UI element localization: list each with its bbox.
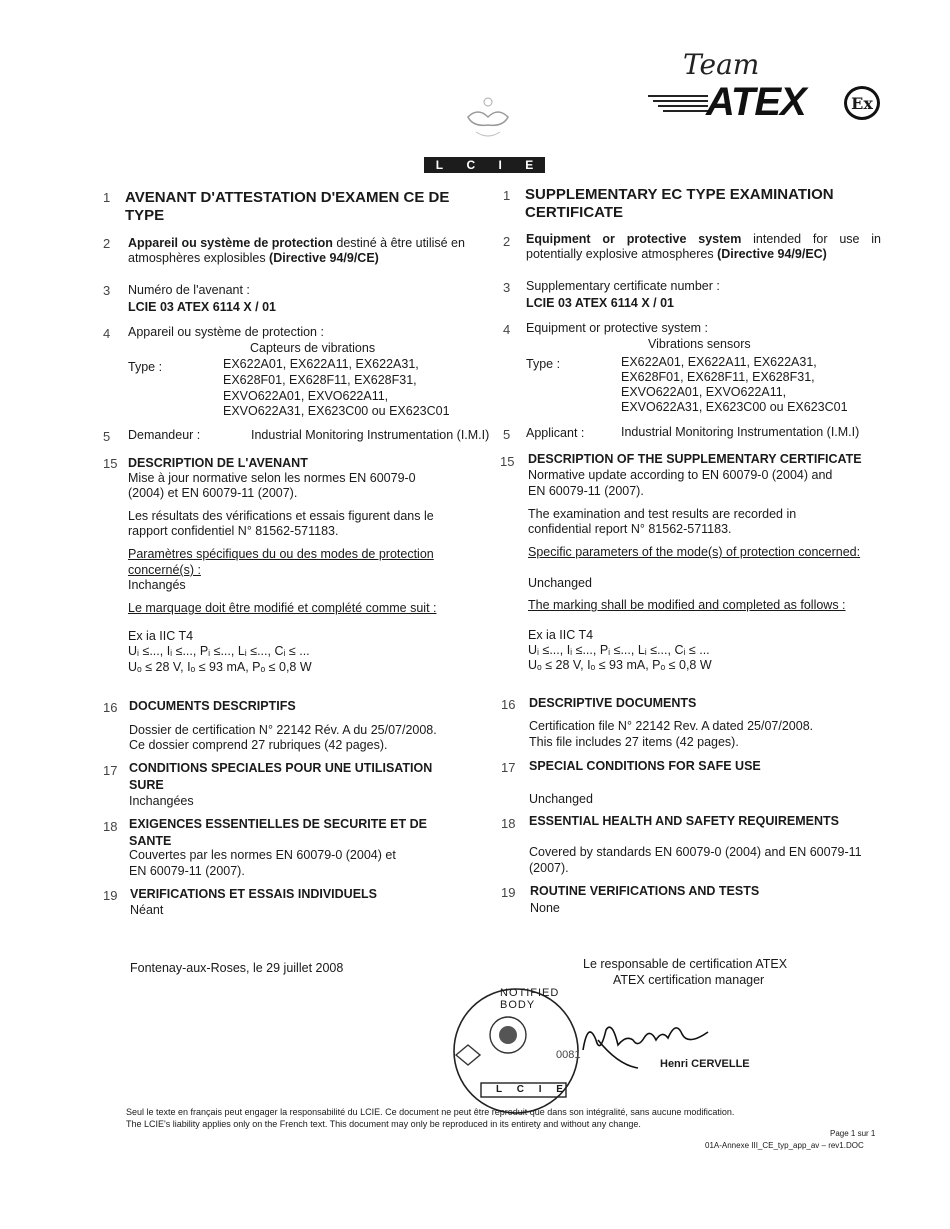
fr-section-number: 18 bbox=[103, 819, 118, 834]
en-s19-title: ROUTINE VERIFICATIONS AND TESTS bbox=[530, 884, 760, 898]
fr-section-number: 2 bbox=[103, 236, 111, 251]
disclaimer-fr: Seul le texte en français peut engager la responsabilité du LCIE. Ce document ne peut être reproduit que dans son intégralité, sans aucune modification. bbox=[126, 1107, 735, 1117]
en-s2-normal: intended for use in potentially explosive atmospheres bbox=[526, 232, 882, 261]
fr-s15-marking-line: Ex ia IIC T4 bbox=[128, 629, 194, 643]
en-section-number: 19 bbox=[501, 885, 516, 900]
en-s15-line: confidential report N° 81562-571183. bbox=[528, 522, 732, 536]
en-s2-directive: (Directive 94/9/EC) bbox=[717, 247, 827, 261]
en-s18-line: Covered by standards EN 60079-0 (2004) and EN 60079-11 bbox=[529, 845, 862, 859]
en-s5-value: Industrial Monitoring Instrumentation (I.M.I) bbox=[621, 425, 860, 439]
fr-section-number: 16 bbox=[103, 700, 118, 715]
stamp-number: 0081 bbox=[556, 1049, 581, 1061]
en-s15-line: The examination and test results are recorded in bbox=[528, 507, 797, 521]
en-section-number: 5 bbox=[503, 427, 511, 442]
fr-s15-line: rapport confidentiel N° 81562-571183. bbox=[128, 524, 339, 538]
en-s15-marking-title: The marking shall be modified and completed as follows : bbox=[528, 598, 846, 612]
fr-s19-value: Néant bbox=[130, 903, 164, 917]
en-s2-text bbox=[526, 232, 881, 262]
resp-fr: Le responsable de certification ATEX bbox=[583, 957, 788, 971]
fr-s4-label: Appareil ou système de protection : bbox=[128, 325, 324, 339]
en-s4-type-line: EXVO622A31, EX623C00 ou EX623C01 bbox=[621, 400, 848, 414]
fr-s4-product: Capteurs de vibrations bbox=[250, 341, 376, 355]
en-section-number: 2 bbox=[503, 234, 511, 249]
fr-s15-marking-line: Uₒ ≤ 28 V, Iₒ ≤ 93 mA, Pₒ ≤ 0,8 W bbox=[128, 660, 312, 674]
fr-s15-marking-line: Uᵢ ≤..., Iᵢ ≤..., Pᵢ ≤..., Lᵢ ≤..., Cᵢ ≤ ... bbox=[128, 644, 310, 658]
fr-s5-value: Industrial Monitoring Instrumentation (I.M.I) bbox=[251, 428, 490, 442]
en-s17-title: SPECIAL CONDITIONS FOR SAFE USE bbox=[529, 759, 761, 773]
en-section-number: 3 bbox=[503, 280, 511, 295]
ex-symbol-text: Ex bbox=[851, 93, 873, 113]
fr-title: AVENANT D'ATTESTATION D'EXAMEN CE DE TYPE bbox=[125, 189, 450, 224]
fr-s18-title: EXIGENCES ESSENTIELLES DE SECURITE ET DE bbox=[129, 817, 427, 831]
en-s15-title: DESCRIPTION OF THE SUPPLEMENTARY CERTIFICATE bbox=[528, 452, 862, 466]
place-date: Fontenay-aux-Roses, le 29 juillet 2008 bbox=[130, 961, 344, 975]
en-s4-type-label: Type : bbox=[526, 357, 561, 371]
fr-s16-title: DOCUMENTS DESCRIPTIFS bbox=[129, 699, 296, 713]
en-s15-marking-line: Uᵢ ≤..., Iᵢ ≤..., Pᵢ ≤..., Lᵢ ≤..., Cᵢ ≤ ... bbox=[528, 643, 710, 657]
en-s19-value: None bbox=[530, 901, 560, 915]
en-section-number: 17 bbox=[501, 760, 516, 775]
resp-en: ATEX certification manager bbox=[613, 973, 765, 987]
en-s16-line: Certification file N° 22142 Rev. A dated 25/07/2008. bbox=[529, 719, 814, 733]
notified-body-stamp-icon bbox=[448, 983, 598, 1123]
en-s4-type-line: EX628F01, EX628F11, EX628F31, bbox=[621, 370, 815, 384]
en-s18-title: ESSENTIAL HEALTH AND SAFETY REQUIREMENTS bbox=[529, 814, 839, 828]
fr-s16-line: Dossier de certification N° 22142 Rév. A du 25/07/2008. bbox=[129, 723, 437, 737]
en-s15-param-title: Specific parameters of the mode(s) of protection concerned: bbox=[528, 545, 861, 559]
doc-reference: 01A-Annexe III_CE_typ_app_av – rev1.DOC bbox=[705, 1141, 864, 1150]
en-section-number: 18 bbox=[501, 816, 516, 831]
en-s16-line: This file includes 27 items (42 pages). bbox=[529, 735, 739, 749]
en-s3-value: LCIE 03 ATEX 6114 X / 01 bbox=[526, 296, 674, 310]
en-s15-marking-line: Ex ia IIC T4 bbox=[528, 628, 594, 642]
fr-s4-type-line: EX628F01, EX628F11, EX628F31, bbox=[223, 373, 417, 387]
fr-s15-param-title: Paramètres spécifiques du ou des modes de protection bbox=[128, 547, 434, 561]
en-s4-type-line: EX622A01, EX622A11, EX622A31, bbox=[621, 355, 817, 369]
fr-s16-line: Ce dossier comprend 27 rubriques (42 pages). bbox=[129, 738, 388, 752]
fr-s4-type-line: EX622A01, EX622A11, EX622A31, bbox=[223, 357, 419, 371]
fr-section-number: 5 bbox=[103, 429, 111, 444]
en-s17-value: Unchanged bbox=[529, 792, 593, 806]
en-s4-product: Vibrations sensors bbox=[648, 337, 751, 351]
fr-s15-line: (2004) et EN 60079-11 (2007). bbox=[128, 486, 298, 500]
en-s15-line: Normative update according to EN 60079-0 (2004) and bbox=[528, 468, 833, 482]
en-s2-bold: Equipment or protective system bbox=[526, 232, 742, 246]
en-s15-param-value: Unchanged bbox=[528, 576, 592, 590]
fr-s3-value: LCIE 03 ATEX 6114 X / 01 bbox=[128, 300, 276, 314]
fr-s2-normal: destiné à être utilisé en atmosphères explosibles bbox=[128, 236, 465, 265]
fr-s17-title: CONDITIONS SPECIALES POUR UNE UTILISATION bbox=[129, 761, 433, 775]
fr-s3-label: Numéro de l'avenant : bbox=[128, 283, 250, 297]
lcie-bar bbox=[424, 157, 545, 173]
en-s15-line: EN 60079-11 (2007). bbox=[528, 484, 644, 498]
fr-s4-type-label: Type : bbox=[128, 360, 163, 374]
stamp-lcie: L C I E bbox=[496, 1084, 569, 1095]
fr-s15-line: Les résultats des vérifications et essais figurent dans le bbox=[128, 509, 434, 523]
signature-name: Henri CERVELLE bbox=[660, 1058, 750, 1070]
lcie-letter: L bbox=[435, 158, 444, 172]
fr-s18-title: SANTE bbox=[129, 834, 172, 848]
en-s3-label: Supplementary certificate number : bbox=[526, 279, 720, 293]
en-s5-label: Applicant : bbox=[526, 426, 585, 440]
fr-section-number: 4 bbox=[103, 326, 111, 341]
fr-s15-marking-title: Le marquage doit être modifié et complété comme suit : bbox=[128, 601, 437, 615]
fr-s5-label: Demandeur : bbox=[128, 428, 201, 442]
fr-section-number: 1 bbox=[103, 190, 111, 205]
fr-s4-type-line: EXVO622A01, EXVO622A11, bbox=[223, 389, 389, 403]
logo-script-text: Team bbox=[683, 48, 760, 81]
fr-s2-bold: Appareil ou système de protection bbox=[128, 236, 333, 250]
fr-section-number: 3 bbox=[103, 283, 111, 298]
lcie-letter: E bbox=[525, 158, 534, 172]
fr-s15-title: DESCRIPTION DE L'AVENANT bbox=[128, 456, 308, 470]
fr-s18-line: EN 60079-11 (2007). bbox=[129, 864, 245, 878]
en-section-number: 15 bbox=[500, 454, 515, 469]
stamp-top-text: NOTIFIED BODY bbox=[500, 987, 560, 1011]
fr-s15-param-value: Inchangés bbox=[128, 578, 186, 592]
fr-s19-title: VERIFICATIONS ET ESSAIS INDIVIDUELS bbox=[130, 887, 378, 901]
en-s16-title: DESCRIPTIVE DOCUMENTS bbox=[529, 696, 697, 710]
fr-section-number: 17 bbox=[103, 763, 118, 778]
fr-s17-value: Inchangées bbox=[129, 794, 194, 808]
en-s4-type-line: EXVO622A01, EXVO622A11, bbox=[621, 385, 787, 399]
team-atex-logo bbox=[648, 48, 893, 128]
en-s15-marking-line: Uₒ ≤ 28 V, Iₒ ≤ 93 mA, Pₒ ≤ 0,8 W bbox=[528, 658, 712, 672]
fr-s2-text bbox=[128, 236, 478, 266]
fr-s17-title: SURE bbox=[129, 778, 164, 792]
fr-s4-type-line: EXVO622A31, EX623C00 ou EX623C01 bbox=[223, 404, 450, 418]
lcie-emblem-icon bbox=[458, 92, 518, 147]
fr-section-number: 19 bbox=[103, 888, 118, 903]
page-number: Page 1 sur 1 bbox=[830, 1129, 876, 1138]
fr-section-number: 15 bbox=[103, 456, 118, 471]
en-section-number: 1 bbox=[503, 188, 511, 203]
en-title: SUPPLEMENTARY EC TYPE EXAMINATION CERTIFICATE bbox=[525, 186, 834, 221]
fr-s2-directive: (Directive 94/9/CE) bbox=[269, 251, 379, 265]
fr-s15-line: Mise à jour normative selon les normes EN 60079-0 bbox=[128, 471, 416, 485]
lcie-letter: I bbox=[498, 158, 502, 172]
logo-main-text: ATEX bbox=[706, 80, 806, 124]
disclaimer-en: The LCIE's liability applies only on the French text. This document may only be reproduced in its entirety and without any change. bbox=[126, 1119, 641, 1129]
fr-s15-param-title: concerné(s) : bbox=[128, 563, 201, 577]
en-s18-line: (2007). bbox=[529, 861, 569, 875]
en-section-number: 4 bbox=[503, 322, 511, 337]
en-s4-label: Equipment or protective system : bbox=[526, 321, 709, 335]
en-section-number: 16 bbox=[501, 697, 516, 712]
ex-symbol-icon bbox=[844, 86, 880, 120]
lcie-letter: C bbox=[466, 158, 476, 172]
fr-s18-line: Couvertes par les normes EN 60079-0 (2004) et bbox=[129, 848, 396, 862]
